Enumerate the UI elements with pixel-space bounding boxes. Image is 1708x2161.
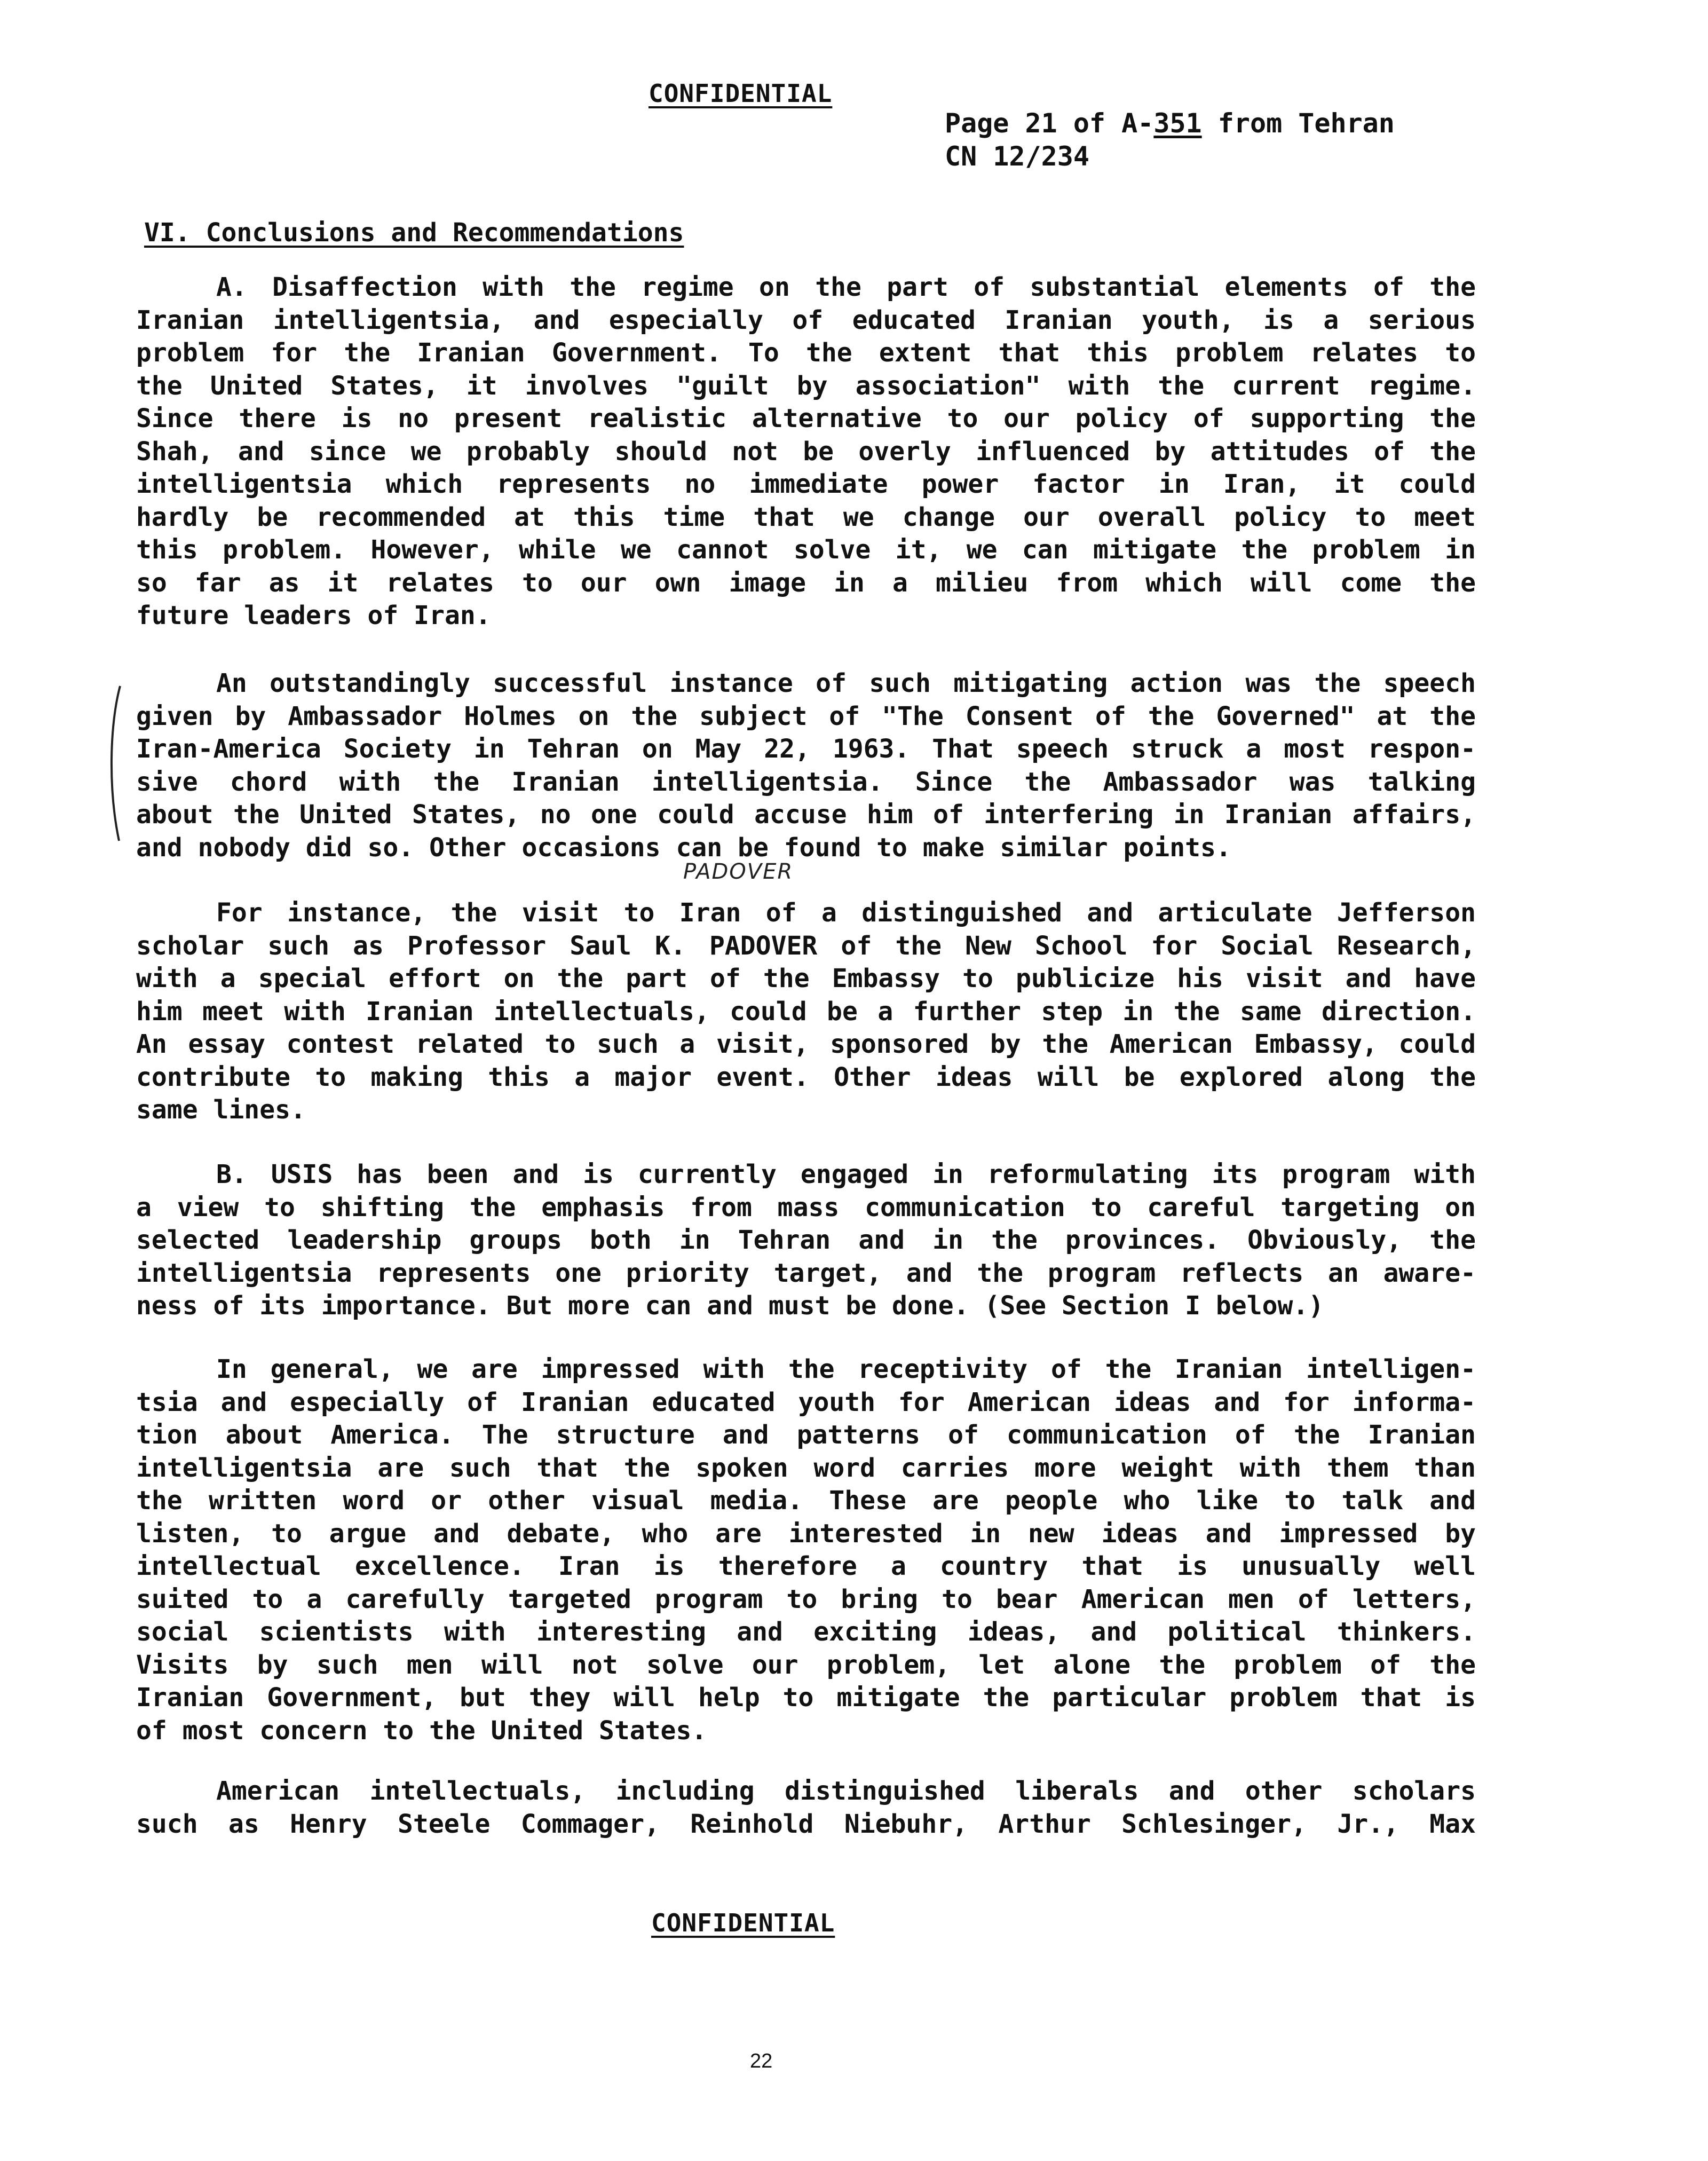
text-line: of most concern to the United States. (136, 1715, 707, 1746)
page-number: 22 (750, 2050, 773, 2072)
paragraph-b (136, 1158, 1476, 1323)
paragraph-6 (136, 1775, 1476, 1841)
text-line: this problem. However, while we cannot solve it, we can mitigate the problem in (136, 535, 1476, 565)
text-line: the written word or other visual media. These are people who like to talk and (136, 1486, 1476, 1516)
text-line: and nobody did so. Other occasions can be found to make similar points. (136, 832, 1231, 863)
text-line: future leaders of Iran. (136, 601, 491, 630)
page-reference-line-2: CN 12/234 (945, 141, 1089, 172)
text-line: intelligentsia are such that the spoken word carries more weight with them than (136, 1453, 1476, 1483)
text-line: Iranian intelligentsia, and especially of educated Iranian youth, is a serious (136, 305, 1476, 335)
text-line: same lines. (136, 1095, 306, 1125)
text-line: Iran-America Society in Tehran on May 22, 1963. That speech struck a most respon- (136, 734, 1476, 764)
text-line: American intellectuals, including distinguished liberals and other scholars (216, 1776, 1476, 1806)
margin-bracket-mark (104, 683, 125, 843)
paragraph-a (136, 271, 1476, 633)
text-line: intelligentsia represents one priority target, and the program reflects an aware- (136, 1258, 1476, 1288)
text-line: tsia and especially of Iranian educated youth for American ideas and for informa- (136, 1387, 1476, 1417)
text-line: ness of its importance. But more can and must be done. (See Section I below.) (136, 1291, 1324, 1321)
text-line: selected leadership groups both in Tehran and in the provinces. Obviously, the (136, 1225, 1476, 1255)
text-line: the United States, it involves "guilt by association" with the current regime. (136, 370, 1476, 401)
classification-header: CONFIDENTIAL (649, 79, 833, 108)
text-line: a view to shifting the emphasis from mass communication to careful targeting on (136, 1192, 1476, 1223)
classification-footer: CONFIDENTIAL (651, 1908, 835, 1937)
text-line: intelligentsia which represents no immediate power factor in Iran, it could (136, 469, 1476, 499)
text-line: intellectual excellence. Iran is therefore a country that is unusually well (136, 1551, 1476, 1581)
text-line: Shah, and since we probably should not be overly influenced by attitudes of the (136, 436, 1476, 467)
text-line: about the United States, no one could accuse him of interfering in Iranian affairs, (136, 800, 1476, 830)
text-line: scholar such as Professor Saul K. PADOVER of the New School for Social Research, (136, 930, 1476, 961)
text-line: given by Ambassador Holmes on the subject of "The Consent of the Governed" at the (136, 701, 1476, 731)
text-line: sive chord with the Iranian intelligentsia. Since the Ambassador was talking (136, 767, 1476, 797)
text-line: An essay contest related to such a visit, sponsored by the American Embassy, could (136, 1029, 1476, 1059)
text-line: such as Henry Steele Commager, Reinhold Niebuhr, Arthur Schlesinger, Jr., Max (136, 1809, 1476, 1839)
airgram-number: 351 (1153, 108, 1202, 139)
text-line: Since there is no present realistic alternative to our policy of supporting the (136, 404, 1476, 433)
paragraph-2 (136, 667, 1476, 864)
text-line: tion about America. The structure and patterns of communication of the Iranian (136, 1420, 1476, 1450)
text-line: An outstandingly successful instance of such mitigating action was the speech (216, 668, 1476, 698)
text-line: listen, to argue and debate, who are interested in new ideas and impressed by (136, 1518, 1476, 1549)
text-line: with a special effort on the part of the Embassy to publicize his visit and have (136, 964, 1476, 993)
section-heading: VI. Conclusions and Recommendations (144, 218, 684, 248)
page-reference-line-1: Page 21 of A-351 from Tehran (945, 108, 1395, 139)
text-line: Iranian Government, but they will help to mitigate the particular problem that is (136, 1683, 1476, 1713)
text-line: social scientists with interesting and exciting ideas, and political thinkers. (136, 1617, 1476, 1647)
text-line: contribute to making this a major event. Other ideas will be explored along the (136, 1062, 1476, 1092)
text-line: For instance, the visit to Iran of a distinguished and articulate Jefferson (216, 898, 1476, 928)
handwritten-annotation: PADOVER (683, 859, 794, 884)
paragraph-5 (136, 1353, 1476, 1747)
text-line: In general, we are impressed with the receptivity of the Iranian intelligen- (216, 1354, 1476, 1384)
text-line: A. Disaffection with the regime on the part of substantial elements of the (216, 272, 1476, 302)
text-line: him meet with Iranian intellectuals, could be a further step in the same direction. (136, 996, 1476, 1027)
text-line: so far as it relates to our own image in a milieu from which will come the (136, 567, 1476, 598)
text-line: suited to a carefully targeted program to bring to bear American men of letters, (136, 1584, 1476, 1614)
paragraph-3 (136, 897, 1476, 1127)
text-line: problem for the Iranian Government. To the extent that this problem relates to (136, 338, 1476, 368)
text-line: hardly be recommended at this time that we change our overall policy to meet (136, 502, 1476, 532)
text-line: Visits by such men will not solve our problem, let alone the problem of the (136, 1650, 1476, 1680)
text-line: B. USIS has been and is currently engaged in reformulating its program with (216, 1160, 1476, 1189)
page-reference (945, 107, 1395, 173)
